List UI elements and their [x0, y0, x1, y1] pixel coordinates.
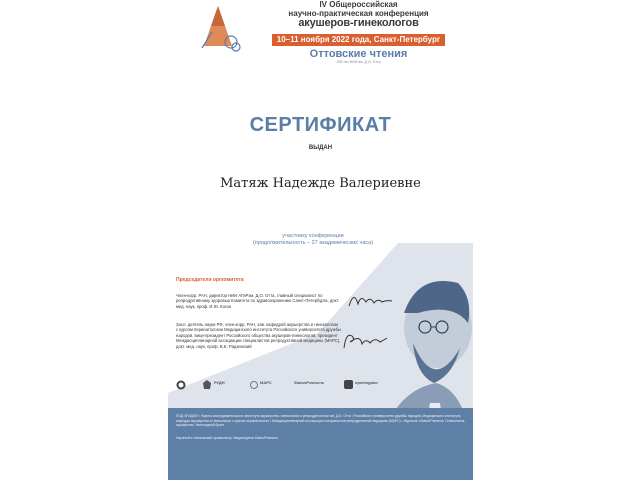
signature-2	[340, 328, 390, 352]
conference-header	[246, 0, 471, 65]
duration-label: (продолжительность – 27 академических часа)	[252, 240, 374, 246]
partner-mars: МАРС	[260, 380, 272, 385]
issued-label: ВЫДАН	[308, 145, 333, 151]
conference-logo	[198, 2, 242, 52]
conference-series: Оттовские чтения	[309, 48, 408, 60]
partner-logos	[176, 380, 379, 392]
partner-rudn: РУДН	[214, 380, 225, 385]
institute-emblem-icon	[176, 380, 186, 390]
chair-2-credentials: Засл. деятель науки РФ, член-корр. РАН, зав. кафедрой акушерства и гинекологии с курсом перинатологии Медицинского института Российского университета дружбы народов, вице-президент Российского общества акушеров-гинекологов, президент Междисциплинарной ассоциации специалистов репродуктивной медицины (МАРС), докт. мед. наук, проф. В.Е. Радзинский	[176, 322, 341, 349]
participant-label: участнику конференции	[282, 233, 344, 239]
footer-organizer: Научный и технический организатор: Медиагруппа StatusPraesens	[176, 436, 278, 440]
recipient-name: Матяж Надежде Валериевне	[220, 176, 421, 191]
partner-openingator: openingator	[355, 380, 379, 385]
certificate-sheet	[168, 0, 473, 480]
openingator-logo-icon	[344, 380, 353, 389]
conference-type: научно-практическая конференция	[288, 9, 429, 18]
mars-logo-icon	[250, 381, 258, 389]
crest-icon	[202, 380, 212, 390]
footer-auspices: ПОД ЭГИДОЙ • Научно-исследовательского института акушерства, гинекологии и репродуктологии им. Д.О. Отта • Российского университета дружбы народов, Медицинского института, кафедры акушерства и гинекологии с курсом перинатологии • Междисциплинарной ассоциации специалистов репродуктивной медицины (МАРС) • Журнала «StatusPraesens. Гинекология, акушерство, бесплодный брак»	[176, 414, 466, 428]
anniversary-note: 225 лет НИИ им. Д.О. Отта	[336, 60, 381, 64]
conference-ordinal: IV Общероссийская	[319, 0, 398, 9]
certificate-title: СЕРТИФИКАТ	[249, 114, 392, 136]
chair-1-credentials: Член-корр. РАН, директор НИИ АГиРэм. Д.О. Отта, главный специалист по репродуктивному здоровью Комитета по здравоохранению Санкт-Петербурга, докт. мед. наук, проф. И.Ю. Коган	[176, 293, 340, 309]
participation-note	[168, 233, 458, 247]
conference-dates: 10–11 ноября 2022 года, Санкт-Петербург	[272, 34, 445, 46]
conference-audience: акушеров-гинекологов	[298, 17, 419, 29]
partner-statuspraesens: StatusPraesens	[294, 380, 325, 385]
committee-heading: Председатели оргкомитета	[176, 277, 244, 283]
signature-1	[346, 288, 396, 312]
